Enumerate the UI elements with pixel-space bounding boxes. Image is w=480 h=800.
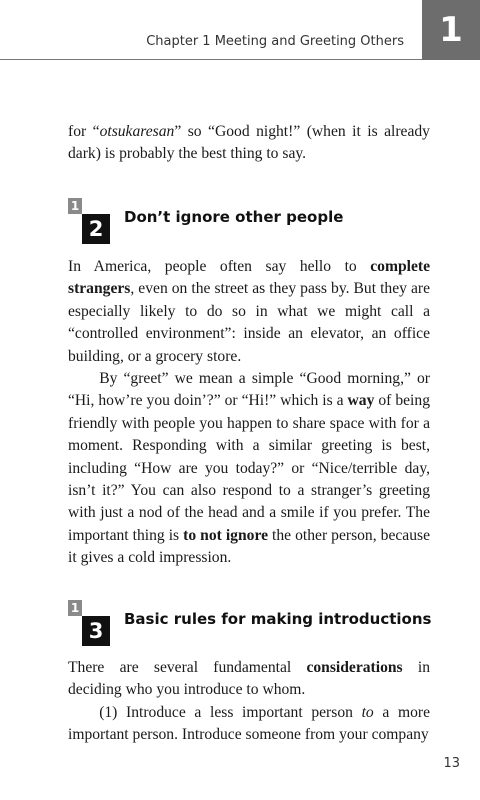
paragraph	[68, 657, 430, 702]
bold-term: way	[347, 392, 375, 410]
bold-term: to not ignore	[183, 526, 269, 544]
text-run: for “	[68, 123, 100, 140]
text-run: a more important person. Introduce someone from your company	[68, 703, 430, 744]
bold-term: complete strangers	[68, 258, 430, 298]
bold-term: considerations	[306, 659, 403, 676]
text-run: , even on the street as they pass by. But they are especially likely to do so in what we might call a “controlled environment”: inside an elevator, an office building, or a grocery store.	[68, 280, 430, 365]
text-run: of being friendly with people you happen to share space with for a moment. Responding with a similar greeting is best, including “How are you today?” or “Nice/terrible day, isn’t it?” You can also respond to a stranger’s greeting with just a nod of the head and a smile if you prefer. The important thing is	[68, 392, 430, 544]
running-header-title: Chapter 1 Meeting and Greeting Others	[146, 34, 404, 49]
text-run: in deciding who you introduce to whom.	[68, 659, 430, 699]
section-chapter-badge: 1	[68, 198, 82, 214]
text-run: In America, people often say hello to	[68, 258, 371, 275]
chapter-tab: 1	[422, 0, 480, 60]
section-title: Basic rules for making introductions	[124, 610, 432, 628]
paragraph	[68, 702, 430, 747]
text-run: (1) Introduce a less important person	[99, 703, 362, 721]
text-run: ” so “Good night!” (when it is already dark) is probably the best thing to say.	[68, 123, 430, 163]
paragraph	[68, 368, 430, 570]
text-run: the other person, because it gives a cold impression.	[68, 526, 430, 567]
italic-term: otsukaresan	[99, 123, 175, 140]
page-header	[0, 0, 480, 60]
section-chapter-badge: 1	[68, 600, 82, 616]
section-number-badge: 2	[82, 214, 110, 244]
page-number: 13	[443, 756, 460, 771]
text-run: There are several fundamental	[68, 659, 307, 676]
section-title: Don’t ignore other people	[124, 208, 344, 226]
section-3-body	[68, 657, 430, 747]
section-2-body	[68, 256, 430, 570]
intro-paragraph	[68, 121, 430, 166]
header-divider	[0, 59, 422, 60]
intro-text	[68, 121, 430, 166]
italic-term: to	[361, 703, 374, 721]
text-run: By “greet” we mean a simple “Good morning,” or “Hi, how’re you doin’?” or “Hi!” which is a	[68, 370, 430, 410]
section-number-badge: 3	[82, 616, 110, 646]
paragraph	[68, 256, 430, 368]
